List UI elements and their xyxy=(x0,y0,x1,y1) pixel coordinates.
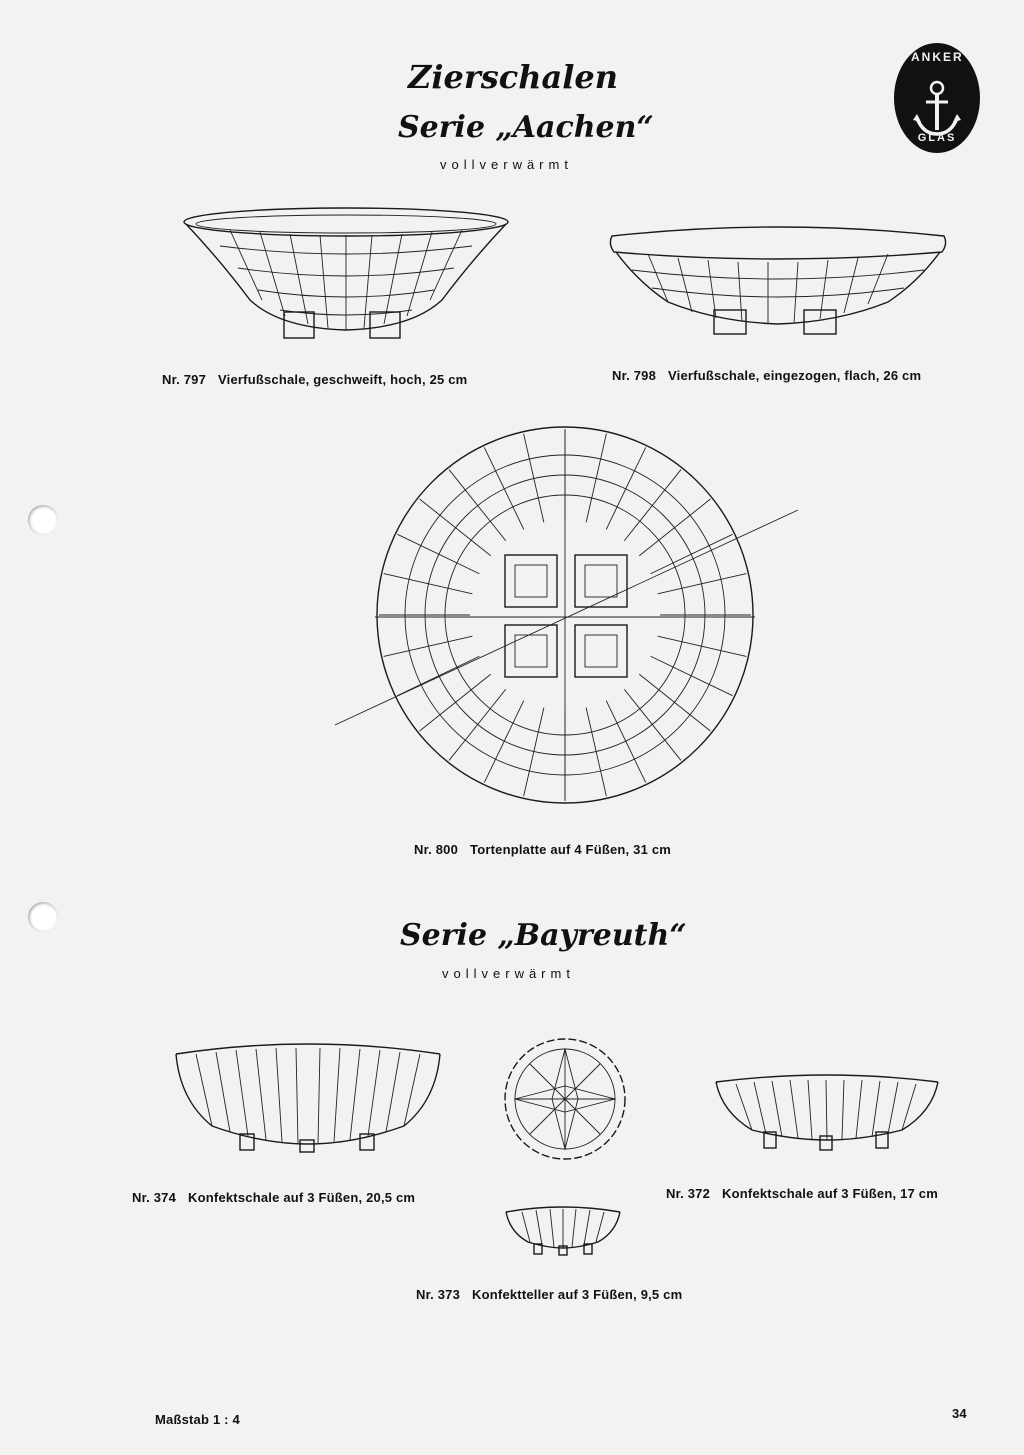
bowl-374-illustration xyxy=(172,1040,444,1152)
plate-800-illustration xyxy=(330,425,800,805)
caption-797 xyxy=(162,372,467,387)
scale-note: Maßstab 1 : 4 xyxy=(155,1412,240,1427)
plate-groove xyxy=(484,447,523,529)
series-bayreuth-title: Serie „Bayreuth“ xyxy=(400,918,687,953)
plate-groove xyxy=(639,674,710,731)
caption-798-number: Nr. 798 xyxy=(612,368,657,383)
plate-groove xyxy=(651,656,733,695)
plate-groove xyxy=(586,434,606,523)
caption-374 xyxy=(132,1190,415,1205)
caption-373-text: Konfektteller auf 3 Füßen, 9,5 cm xyxy=(472,1287,683,1302)
logo-text-bottom: GLAS xyxy=(917,132,957,144)
caption-372-number: Nr. 372 xyxy=(666,1186,711,1201)
caption-797-text: Vierfußschale, geschweift, hoch, 25 cm xyxy=(218,372,468,387)
caption-798-text: Vierfußschale, eingezogen, flach, 26 cm xyxy=(668,368,922,383)
plate-groove xyxy=(624,470,681,541)
plate-groove xyxy=(586,708,606,797)
series-aachen-note: vollverwärmt xyxy=(440,157,573,172)
plate-groove xyxy=(397,534,479,573)
punch-hole-bottom xyxy=(28,902,58,932)
logo-text-top: ANKER xyxy=(911,50,964,64)
anker-glas-logo xyxy=(893,42,981,154)
plate-groove xyxy=(420,499,491,556)
plate-groove xyxy=(384,636,473,656)
plate-groove xyxy=(449,689,506,760)
bowl-797-illustration xyxy=(180,200,515,345)
plate-groove xyxy=(606,447,645,529)
plate-groove xyxy=(651,534,733,573)
plate-groove xyxy=(606,701,645,783)
plate-groove xyxy=(624,689,681,760)
plate-groove xyxy=(420,674,491,731)
plate-groove xyxy=(384,574,473,594)
plate-groove xyxy=(658,574,747,594)
plate-groove xyxy=(397,656,479,695)
caption-372 xyxy=(666,1186,938,1201)
bowl-372-illustration xyxy=(712,1072,942,1152)
dish-373-top-view-illustration xyxy=(500,1034,630,1164)
plate-groove xyxy=(524,434,544,523)
plate-groove xyxy=(658,636,747,656)
caption-372-text: Konfektschale auf 3 Füßen, 17 cm xyxy=(722,1186,938,1201)
dish-373-side-illustration xyxy=(502,1204,624,1256)
caption-797-number: Nr. 797 xyxy=(162,372,207,387)
caption-374-text: Konfektschale auf 3 Füßen, 20,5 cm xyxy=(188,1190,416,1205)
caption-800-number: Nr. 800 xyxy=(414,842,459,857)
category-title: Zierschalen xyxy=(408,58,619,96)
series-aachen-title: Serie „Aachen“ xyxy=(398,110,654,145)
plate-groove xyxy=(449,470,506,541)
page-number: 34 xyxy=(952,1406,967,1421)
caption-800-text: Tortenplatte auf 4 Füßen, 31 cm xyxy=(470,842,672,857)
caption-373 xyxy=(416,1287,682,1302)
punch-hole-top xyxy=(28,505,58,535)
caption-800 xyxy=(414,842,671,857)
plate-groove xyxy=(639,499,710,556)
series-bayreuth-note: vollverwärmt xyxy=(442,966,575,981)
caption-798 xyxy=(612,368,921,383)
plate-groove xyxy=(524,708,544,797)
caption-373-number: Nr. 373 xyxy=(416,1287,461,1302)
plate-groove xyxy=(484,701,523,783)
bowl-798-illustration xyxy=(608,222,948,337)
caption-374-number: Nr. 374 xyxy=(132,1190,177,1205)
